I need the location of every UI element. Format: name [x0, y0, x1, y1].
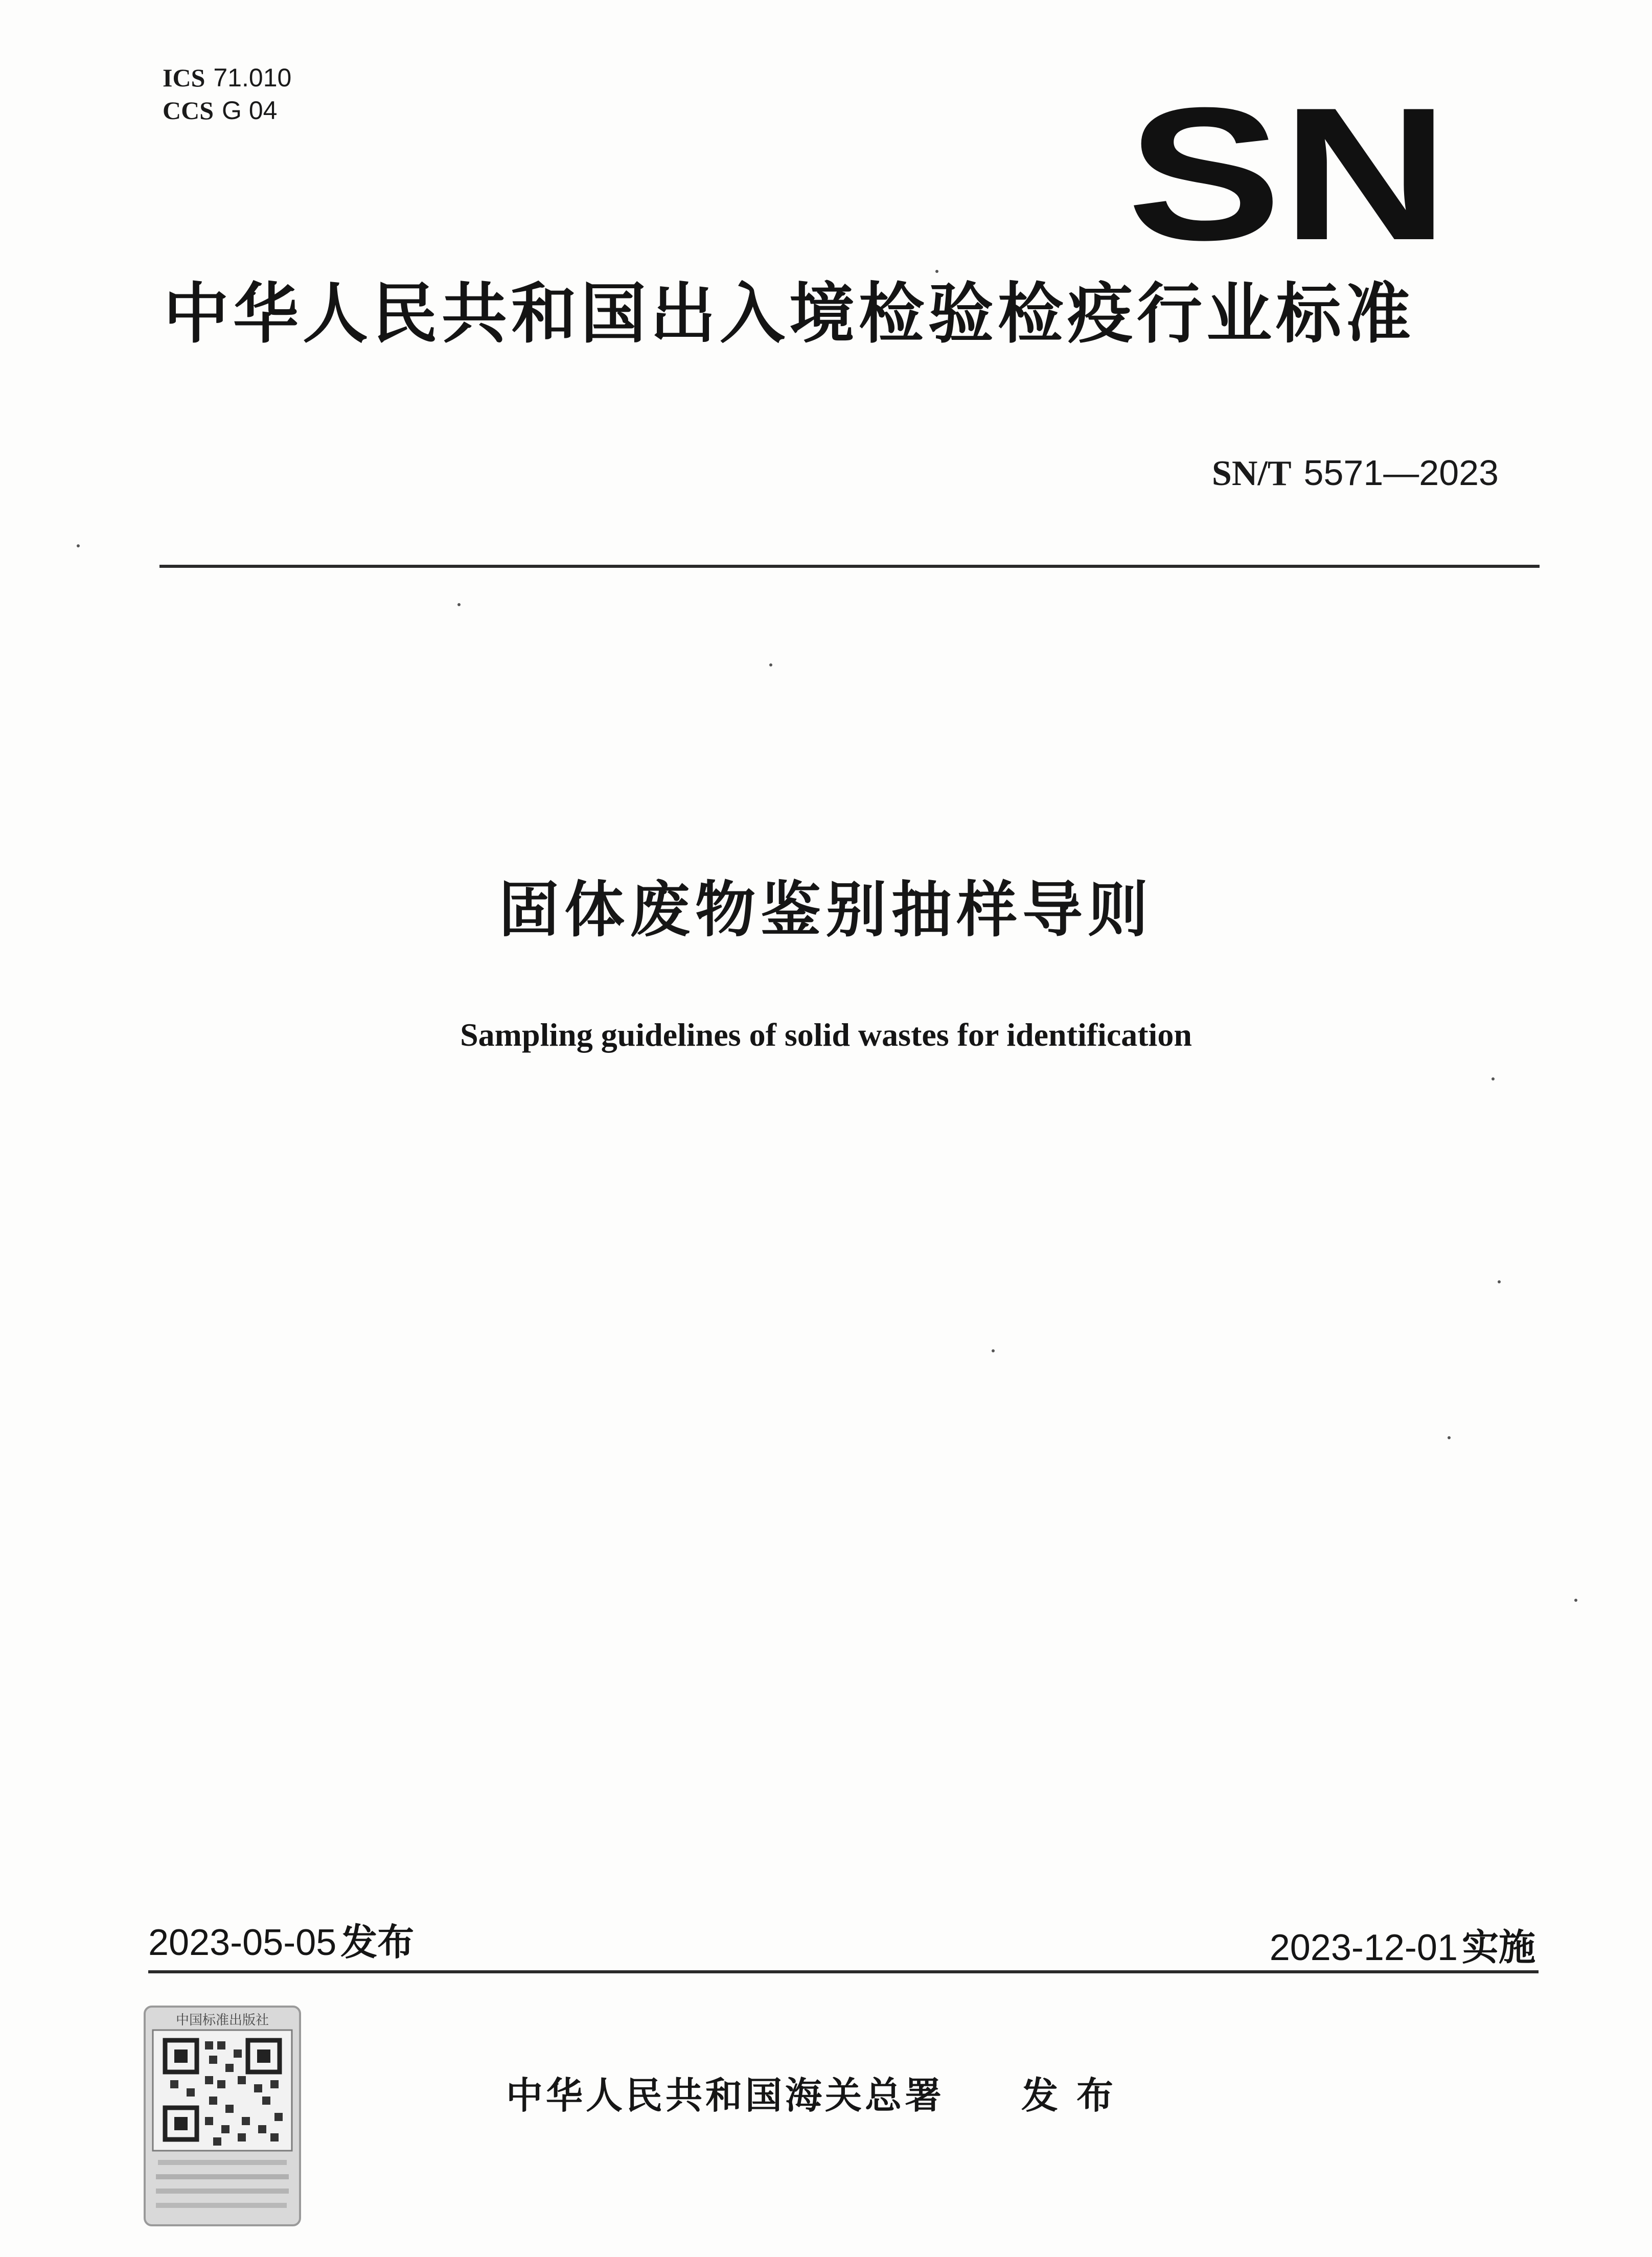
standard-number — [1212, 450, 1499, 497]
scan-speck — [1574, 1599, 1577, 1602]
scan-speck — [1492, 1077, 1495, 1080]
ics-label: ICS — [163, 63, 205, 92]
qr-stamp-publisher-text: 中国标准出版社 — [175, 2013, 269, 2028]
industry-standard-header: 中华人民共和国出入境检验检疫行业标准 — [164, 276, 1415, 352]
document-title-chinese: 固体废物鉴别抽样导则 — [498, 874, 1153, 945]
scan-speck — [457, 603, 461, 606]
header-divider — [159, 565, 1540, 568]
ccs-value: G 04 — [222, 96, 278, 125]
classification-codes — [163, 61, 291, 127]
ics-code — [163, 61, 291, 94]
implementation-date: 2023-12-01 — [1269, 1927, 1458, 1968]
issuing-authority-name: 中华人民共和国海关总署 — [506, 2074, 945, 2117]
ics-value: 71.010 — [213, 63, 292, 92]
issue-date-line — [148, 1919, 414, 1966]
ccs-label: CCS — [163, 96, 214, 125]
anti-counterfeit-qr-stamp — [141, 2003, 304, 2228]
standard-prefix: SN/T — [1211, 454, 1292, 493]
footer-divider — [148, 1970, 1539, 1973]
standard-code: 5571—2023 — [1303, 453, 1499, 493]
issue-label: 发布 — [340, 1921, 415, 1964]
scan-speck — [992, 1349, 995, 1352]
document-title-english: Sampling guidelines of solid wastes for identification — [460, 1017, 1192, 1053]
sn-logo-text: SN — [1127, 91, 1449, 249]
sn-logo — [1125, 91, 1452, 249]
issue-date: 2023-05-05 — [148, 1922, 337, 1963]
ccs-code — [163, 94, 291, 127]
qr-stamp-graphic — [141, 2003, 304, 2228]
implementation-label: 实施 — [1461, 1926, 1535, 1969]
scan-speck — [769, 663, 772, 666]
scan-speck — [77, 544, 80, 547]
implementation-date-line — [1270, 1924, 1535, 1971]
scan-speck — [1448, 1436, 1451, 1439]
scan-speck — [935, 270, 938, 273]
scan-speck — [1498, 1280, 1501, 1283]
issuing-authority — [506, 2070, 1132, 2121]
issuing-action: 发布 — [1021, 2074, 1132, 2117]
